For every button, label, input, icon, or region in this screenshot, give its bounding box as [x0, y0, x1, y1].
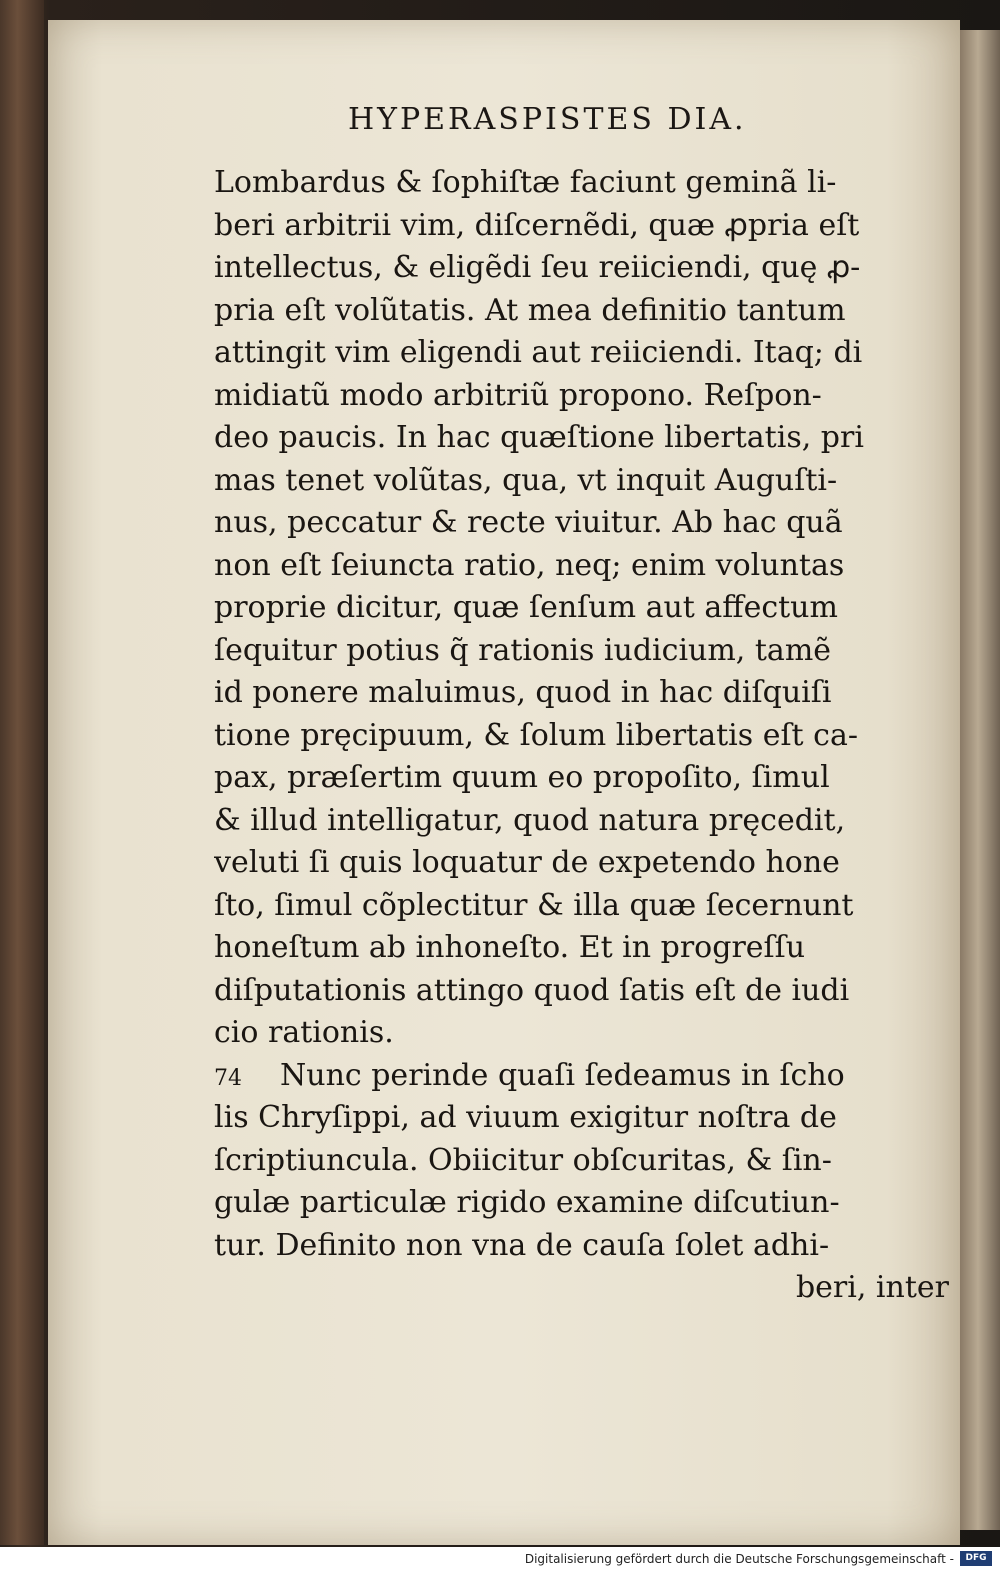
- text-line: intellectus, & eligẽdi ſeu reiiciendi, quę ꝓ-: [214, 250, 861, 285]
- text-line: ſequitur potius q̃ rationis iudicium, tamẽ: [214, 632, 832, 668]
- text-line: id ponere maluimus, quod in hac diſquiſi: [214, 675, 832, 710]
- digitization-credit: Digitalisierung gefördert durch die Deutsche Forschungsgemeinschaft -: [524, 1552, 954, 1566]
- catchword: beri, inter: [795, 1270, 949, 1305]
- paragraph-start-line: [214, 1055, 949, 1098]
- text-line: beri arbitrii vim, diſcernẽdi, quæ ꝓpria eſt: [214, 207, 860, 243]
- text-line: lis Chryſippi, ad viuum exigitur noſtra de: [214, 1100, 837, 1135]
- book-spine: [0, 0, 44, 1545]
- text-line: ſto, ſimul cõplectitur & illa quæ ſecernunt: [214, 887, 854, 923]
- text-line: mas tenet volũtas, qua, vt inquit Auguſti-: [214, 462, 838, 498]
- text-line: Lombardus & ſophiſtæ faciunt geminã li-: [214, 165, 837, 200]
- page-edges: [960, 30, 1000, 1530]
- book-page: [48, 20, 960, 1545]
- text-line: veluti ſi quis loquatur de expetendo hone: [214, 845, 840, 880]
- text-line: ſcriptiuncula. Obiicitur obſcuritas, & ſin-: [214, 1142, 832, 1178]
- text-line: attingit vim eligendi aut reiiciendi. Itaq; di: [214, 335, 863, 370]
- text-line: deo paucis. In hac quæſtione libertatis, pri: [214, 420, 864, 455]
- dfg-logo: DFG: [960, 1551, 992, 1566]
- text-line: & illud intelligatur, quod natura pręcedit,: [214, 802, 846, 838]
- text-line: pax, præſertim quum eo propoſito, ſimul: [214, 760, 830, 795]
- text-line: midiatũ modo arbitriũ propono. Reſpon-: [214, 377, 822, 413]
- body-text: [214, 162, 949, 1310]
- text-line: honeſtum ab inhoneſto. Et in progreſſu: [214, 930, 806, 965]
- text-line: gulæ particulæ rigido examine diſcutiun-: [214, 1185, 840, 1220]
- text-line: non eſt ſeiuncta ratio, neq; enim voluntas: [214, 547, 845, 583]
- text-line: tur. Definito non vna de cauſa ſolet adhi-: [214, 1227, 830, 1263]
- text-line: Nunc perinde quaſi ſedeamus in ſcho: [280, 1057, 845, 1093]
- text-line: proprie dicitur, quæ ſenſum aut affectum: [214, 590, 838, 625]
- running-head: HYPERASPISTES DIA.: [348, 102, 747, 137]
- paragraph-number: 74: [214, 1065, 242, 1091]
- text-line: nus, peccatur & recte viuitur. Ab hac quã: [214, 505, 843, 540]
- text-line: diſputationis attingo quod ſatis eſt de iudi: [214, 972, 850, 1008]
- text-line: cio rationis.: [214, 1015, 394, 1050]
- text-line: pria eſt volũtatis. At mea definitio tantum: [214, 292, 846, 328]
- text-line: tione pręcipuum, & ſolum libertatis eſt ca-: [214, 717, 858, 753]
